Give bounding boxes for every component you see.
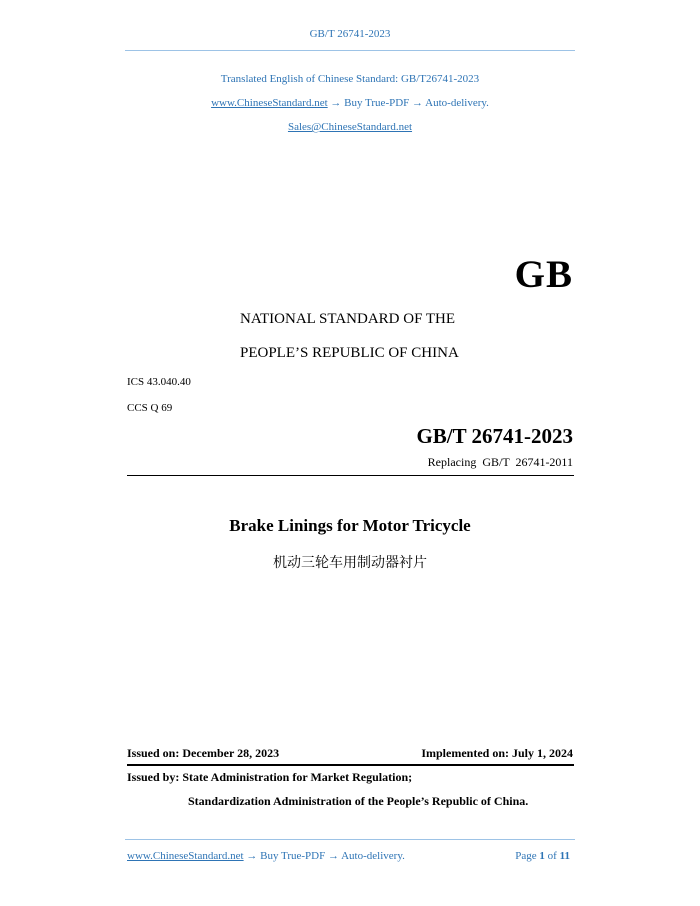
issue-divider <box>127 764 574 766</box>
standard-number: GB/T 26741-2023 <box>416 424 573 448</box>
page-current: 1 <box>539 850 545 862</box>
footer-website-link[interactable]: www.ChineseStandard.net <box>127 850 244 862</box>
ccs-code: CCS Q 69 <box>127 402 173 414</box>
purchase-notice <box>0 97 700 109</box>
replacing-note: Replacing GB/T 26741-2011 <box>427 455 573 469</box>
issued-by-line-2: Standardization Administration of the People’s Republic of China. <box>188 794 529 808</box>
footer-purchase-text: → Buy True-PDF → Auto-delivery. <box>243 850 405 862</box>
page-total: 11 <box>559 850 570 862</box>
national-standard-line-1: NATIONAL STANDARD OF THE <box>240 311 456 327</box>
purchase-notice-text: → Buy True-PDF → Auto-delivery. <box>327 97 489 109</box>
implemented-on-date: Implemented on: July 1, 2024 <box>421 746 573 760</box>
issued-by-line-1: Issued by: State Administration for Market Regulation; <box>127 770 413 784</box>
issued-on-date: Issued on: December 28, 2023 <box>127 746 280 760</box>
title-divider <box>127 475 574 476</box>
website-link[interactable]: www.ChineseStandard.net <box>211 97 328 109</box>
email-link[interactable]: Sales@ChineseStandard.net <box>287 121 413 133</box>
national-standard-line-2: PEOPLE’S REPUBLIC OF CHINA <box>240 345 459 361</box>
ics-code: ICS 43.040.40 <box>127 376 191 388</box>
running-header-title: GB/T 26741-2023 <box>309 28 391 40</box>
page-of-label: of <box>547 850 557 862</box>
translation-notice: Translated English of Chinese Standard: GB/T26741-2023 <box>220 73 480 85</box>
header-divider <box>125 50 575 51</box>
email-notice <box>0 121 700 133</box>
page-label: Page <box>515 850 537 862</box>
page-indicator <box>515 850 570 862</box>
footer-purchase-notice <box>127 850 405 862</box>
document-title-english: Brake Linings for Motor Tricycle <box>229 516 471 535</box>
footer-divider <box>125 839 575 840</box>
gb-mark: GB <box>514 253 573 296</box>
document-title-chinese: 机动三轮车用制动器衬片 <box>273 555 427 571</box>
